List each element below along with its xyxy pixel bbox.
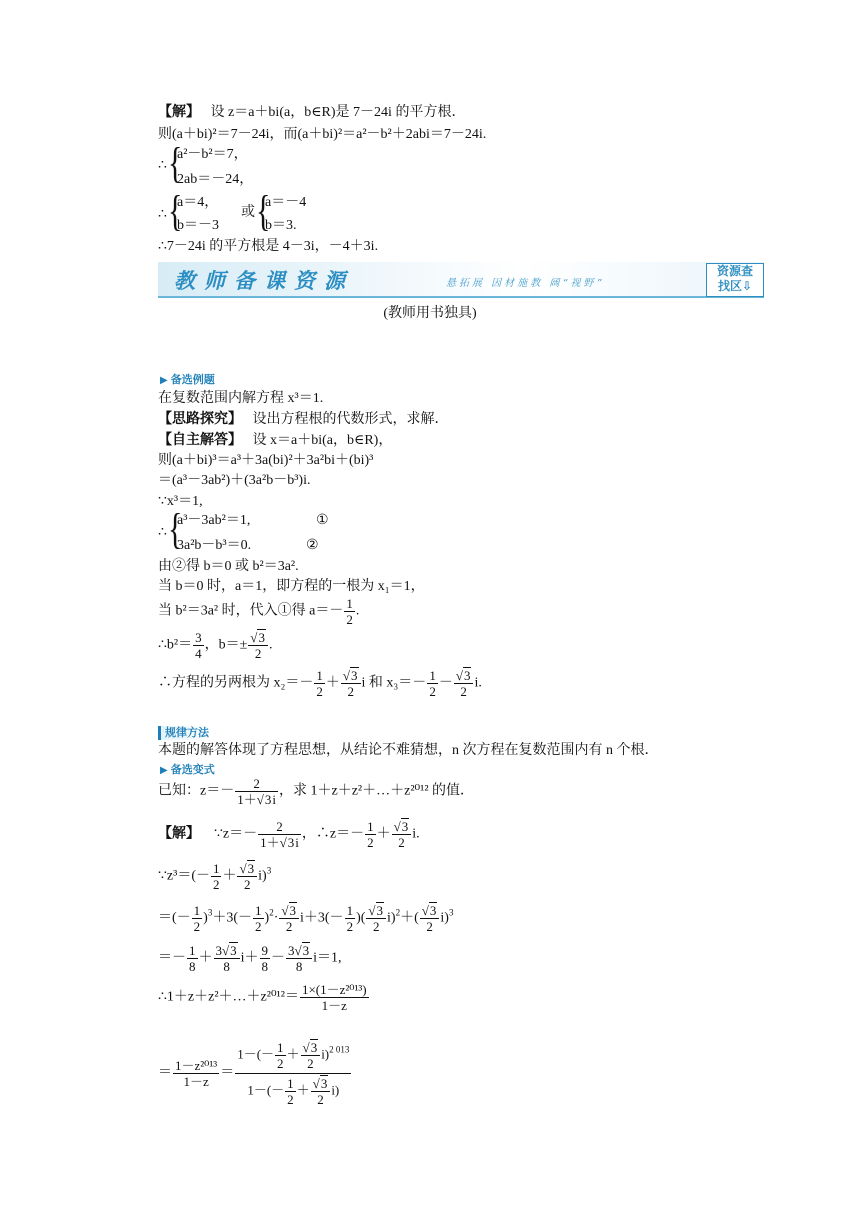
fraction bbox=[253, 903, 264, 934]
radicand: 3 bbox=[230, 943, 237, 958]
numerator bbox=[248, 630, 268, 646]
numerator bbox=[301, 1040, 321, 1056]
fraction bbox=[279, 903, 299, 934]
denominator: 2 bbox=[285, 919, 293, 934]
teacher-note: (教师用书独具) bbox=[383, 306, 477, 321]
denominator: 2 bbox=[287, 1092, 294, 1107]
denominator: 2 bbox=[307, 1056, 314, 1071]
radicand: 3 bbox=[463, 668, 471, 683]
s2: ∵z³＝(－ bbox=[158, 868, 210, 884]
variant-line-3: ＝(－ $\frac{1}{2}$ )$^3$＋3(－ $\frac{1}{2}$ )$^2$· $\frac{√3}{2}$ i＋3(－ $\frac{1}{2}$ )( $\frac{√3}{2}$ i)$^2$＋( $\frac{√3}{2}$ i)$^3$ bbox=[158, 903, 454, 934]
fraction bbox=[345, 903, 356, 934]
brace-4: { bbox=[168, 505, 183, 553]
numerator bbox=[392, 819, 412, 835]
fraction bbox=[300, 982, 369, 1013]
solve-label: 【自主解答】 bbox=[158, 433, 242, 448]
sqrt-icon: √ bbox=[281, 903, 289, 918]
sqrt-icon: √ bbox=[239, 861, 247, 876]
fraction bbox=[235, 776, 278, 807]
denominator: 8 bbox=[189, 959, 196, 974]
line6-text: 当 b²＝3a² 时，代入①得 a＝－ bbox=[158, 603, 344, 619]
denominator: 2 bbox=[346, 919, 354, 934]
radicand: 3 bbox=[401, 819, 409, 834]
compound-fraction bbox=[235, 1040, 351, 1107]
system1-eq2: 2ab＝－24， bbox=[177, 172, 254, 187]
resource-box-line1: 资源查 bbox=[716, 264, 753, 278]
numerator bbox=[311, 1076, 331, 1092]
example-line-1: 则(a＋bi)³＝a³＋3a(bi)²＋3a²bi＋(bi)³ bbox=[158, 453, 374, 468]
denominator: 2 bbox=[193, 919, 201, 934]
numerator: 1 bbox=[316, 668, 323, 683]
fraction bbox=[392, 819, 412, 850]
fraction bbox=[211, 861, 222, 892]
fraction bbox=[366, 903, 386, 934]
fraction bbox=[248, 630, 268, 661]
method-tag: 规律方法 bbox=[158, 726, 209, 740]
s1b: ，∴z＝－ bbox=[301, 826, 365, 842]
numerator: 1 bbox=[367, 819, 374, 834]
denominator bbox=[258, 835, 301, 850]
fraction bbox=[214, 943, 240, 974]
sqrt-icon: √ bbox=[312, 1076, 320, 1091]
denominator: 8 bbox=[295, 959, 303, 974]
denominator: 2 bbox=[347, 684, 354, 699]
fraction bbox=[192, 903, 203, 934]
therefore-1: ∴ bbox=[158, 158, 167, 173]
numerator bbox=[366, 903, 386, 919]
radicand: 3 bbox=[287, 835, 295, 850]
sqrt-icon: √ bbox=[393, 819, 401, 834]
s1c: i. bbox=[412, 826, 420, 842]
brace-2: { bbox=[168, 187, 183, 235]
denominator: 2 bbox=[429, 684, 436, 699]
fraction bbox=[454, 668, 474, 699]
fraction bbox=[275, 1040, 286, 1071]
fraction bbox=[311, 1076, 331, 1107]
circle-one: ① bbox=[316, 513, 329, 528]
denominator: 2 bbox=[372, 919, 380, 934]
example-line-7: ∴b²＝ $\frac{3}{4}$ ，b＝± $\frac{√3}{2}$ . bbox=[158, 630, 273, 661]
denominator: 1－(－ $\frac{1}{2}$ ＋ $\frac{√3}{2}$ i) bbox=[247, 1076, 340, 1107]
radicand: 3 bbox=[320, 1076, 328, 1091]
method-text: 本题的解答体现了方程思想，从结论不难猜想，n 次方程在复数范围内有 n 个根． bbox=[158, 743, 659, 758]
denom-part-b: i bbox=[272, 792, 276, 807]
problem-text-b: ，求 1＋z＋z²＋…＋z²⁰¹² 的值． bbox=[279, 783, 475, 799]
numerator: 1 bbox=[212, 861, 220, 876]
radicand: 3 bbox=[264, 792, 272, 807]
solve-text: 设 x＝a＋bi(a，b∈R)， bbox=[252, 433, 393, 448]
denominator: 2 bbox=[398, 835, 405, 850]
sqrt-icon: √ bbox=[279, 835, 287, 850]
fraction bbox=[260, 943, 271, 974]
denominator: 2 bbox=[346, 612, 353, 627]
variant-problem bbox=[158, 776, 474, 807]
variant-line-5 bbox=[158, 982, 370, 1013]
sqrt-icon: √ bbox=[294, 943, 302, 958]
s5: ∴1＋z＋z²＋…＋z²⁰¹²＝ bbox=[158, 989, 299, 1005]
system2a-eq2: b＝－3 bbox=[177, 218, 219, 233]
sqrt-icon: √ bbox=[421, 903, 429, 918]
example-line-5: 当 b＝0 时，a＝1，即方程的一根为 x₁＝1， bbox=[158, 579, 425, 594]
s3: ＝(－ bbox=[158, 910, 191, 926]
s1a: ∵z＝－ bbox=[214, 826, 258, 842]
example-line-8: ∴方程的另两根为 x₂＝－ $\frac{1}{2}$ ＋ $\frac{√3}{2}$ i 和 x₃＝－ $\frac{1}{2}$ － $\frac{√3}{2}$ i. bbox=[158, 668, 482, 699]
denominator: 2 bbox=[277, 1056, 284, 1071]
numerator: 1 bbox=[277, 1040, 284, 1055]
line8-text-b: i 和 x₃＝－ bbox=[361, 675, 427, 691]
sqrt-icon: √ bbox=[342, 668, 351, 683]
fraction bbox=[365, 819, 376, 850]
numerator bbox=[237, 861, 257, 877]
denominator: 2 bbox=[367, 835, 374, 850]
numerator bbox=[420, 903, 440, 919]
radicand: 3 bbox=[247, 861, 255, 876]
numerator: 1×(1－z²⁰¹³) bbox=[301, 982, 367, 997]
example-line-3: ∵x³＝1, bbox=[158, 494, 203, 509]
denominator: 2 bbox=[316, 684, 323, 699]
example-problem: 在复数范围内解方程 x³＝1. bbox=[158, 391, 324, 406]
s4: ＝－ bbox=[158, 950, 186, 966]
variant-line-2: ∵z³＝(－ $\frac{1}{2}$ ＋ $\frac{√3}{2}$ i)$^3$ bbox=[158, 861, 272, 892]
numerator: 1－(－ $\frac{1}{2}$ ＋ $\frac{√3}{2}$ i)$^{2 013}$ bbox=[235, 1040, 351, 1074]
example-system-eq2: 3a²b－b³＝0. bbox=[177, 538, 252, 553]
denom-part-b: i bbox=[295, 835, 299, 850]
example-system-eq1: a³－3ab²＝1, bbox=[177, 513, 251, 528]
problem-text-a: 已知：z＝－ bbox=[158, 783, 235, 799]
denominator: 4 bbox=[195, 646, 202, 661]
fraction bbox=[285, 1076, 296, 1107]
or-text: 或 bbox=[241, 205, 255, 220]
s6: ＝ bbox=[158, 1065, 172, 1081]
line8-text-c: i. bbox=[474, 675, 482, 691]
variant-line-4: ＝－ $\frac{1}{8}$ ＋ $\frac{3√3}{8}$ i＋ $\frac{9}{8}$ － $\frac{3√3}{8}$ i＝1, bbox=[158, 943, 342, 974]
fraction bbox=[237, 861, 257, 892]
fraction bbox=[286, 943, 312, 974]
denominator: 2 bbox=[426, 919, 433, 934]
denominator: 2 bbox=[254, 646, 262, 661]
solve-line bbox=[158, 432, 392, 450]
numerator bbox=[341, 668, 361, 684]
triangle-icon: ▶ bbox=[160, 765, 168, 776]
system1-eq1: a²－b²＝7， bbox=[177, 147, 248, 162]
radicand: 3 bbox=[302, 943, 310, 958]
numerator: 9 bbox=[261, 943, 269, 958]
fraction bbox=[344, 596, 355, 627]
variant-tag bbox=[158, 763, 215, 777]
solution-text-1: 设 z＝a＋bi(a，b∈R)是 7－24i 的平方根． bbox=[210, 105, 466, 120]
numerator: 3√3 bbox=[286, 943, 312, 959]
denominator bbox=[235, 792, 278, 807]
system2b-eq2: b＝3. bbox=[265, 218, 297, 233]
circle-two: ② bbox=[306, 538, 319, 553]
numerator: 1 bbox=[193, 903, 201, 918]
denominator: 2 bbox=[317, 1092, 324, 1107]
line8-text: ∴方程的另两根为 x₂＝－ bbox=[158, 675, 314, 691]
fraction bbox=[427, 668, 438, 699]
numerator: 1 bbox=[189, 943, 196, 958]
denom-part-a: 1＋ bbox=[237, 792, 257, 807]
resource-box-line2: 找区⇩ bbox=[717, 279, 753, 293]
sqrt-icon: √ bbox=[256, 792, 264, 807]
fraction bbox=[193, 630, 204, 661]
denominator: 1－z bbox=[321, 998, 347, 1013]
radicand: 3 bbox=[289, 903, 296, 918]
sqrt-icon: √ bbox=[222, 943, 230, 958]
denominator: 2 bbox=[244, 877, 251, 892]
radicand: 3 bbox=[429, 903, 437, 918]
idea-label: 【思路探究】 bbox=[158, 412, 242, 427]
therefore-2: ∴ bbox=[158, 207, 167, 222]
fraction bbox=[173, 1058, 219, 1089]
variant-line-1: 【解】 ∵z＝－ $\frac{2}{1+√3i}$ ，∴z＝－ $\frac{1}{2}$ ＋ $\frac{√3}{2}$ i. bbox=[158, 819, 420, 850]
sqrt-icon: √ bbox=[368, 903, 376, 918]
fraction bbox=[420, 903, 440, 934]
numerator: 2 bbox=[258, 819, 301, 835]
sqrt-icon: √ bbox=[250, 630, 258, 645]
fraction bbox=[314, 668, 325, 699]
triangle-icon: ▶ bbox=[160, 375, 168, 386]
example-tag bbox=[158, 373, 215, 387]
system2a-eq1: a＝4， bbox=[177, 195, 219, 210]
denominator: 8 bbox=[261, 959, 269, 974]
denom-part-a: 1＋ bbox=[260, 835, 280, 850]
brace-1: { bbox=[168, 139, 183, 187]
denominator: 2 bbox=[460, 684, 467, 699]
sqrt-icon: √ bbox=[302, 1040, 310, 1055]
numerator: 3√3 bbox=[214, 943, 240, 959]
fraction bbox=[341, 668, 361, 699]
therefore-3: ∴ bbox=[158, 525, 167, 540]
numerator: 1 bbox=[346, 596, 353, 611]
numerator: 1 bbox=[429, 668, 436, 683]
line7-text-b: ，b＝± bbox=[204, 637, 248, 653]
fraction bbox=[258, 819, 301, 850]
denominator: 2 bbox=[212, 877, 220, 892]
brace-3: { bbox=[256, 187, 271, 235]
numerator: 1 bbox=[287, 1076, 294, 1091]
sqrt-icon: √ bbox=[455, 668, 463, 683]
idea-text: 设出方程根的代数形式，求解． bbox=[252, 412, 449, 427]
solution-label: 【解】 bbox=[158, 105, 200, 120]
idea-line bbox=[158, 411, 449, 429]
radicand: 3 bbox=[258, 630, 265, 645]
fraction bbox=[301, 1040, 321, 1071]
example-line-2: ＝(a³－3ab²)＋(3a²b－b³)i. bbox=[158, 473, 311, 488]
numerator: 1 bbox=[346, 903, 354, 918]
variant-solution-label: 【解】 bbox=[158, 826, 200, 842]
radicand: 3 bbox=[351, 668, 358, 683]
resource-lookup-button[interactable] bbox=[706, 263, 764, 297]
numerator bbox=[279, 903, 299, 919]
example-tag-label: 备选例题 bbox=[170, 373, 215, 386]
numerator: 2 bbox=[235, 776, 278, 792]
numerator bbox=[454, 668, 474, 684]
banner-subtitle: 悬拓展 因材施教 阔“视野” bbox=[446, 278, 605, 289]
solution-line-1 bbox=[158, 104, 465, 122]
radicand: 3 bbox=[310, 1040, 318, 1055]
fraction bbox=[187, 943, 198, 974]
denominator: 1－z bbox=[183, 1074, 209, 1089]
numerator: 1－z²⁰¹³ bbox=[175, 1058, 218, 1073]
solution-conclusion: ∴7－24i 的平方根是 4－3i，－4＋3i. bbox=[158, 239, 379, 254]
denominator: 2 bbox=[255, 919, 262, 934]
teacher-resource-banner bbox=[158, 262, 764, 298]
example-line-6: 当 b²＝3a² 时，代入①得 a＝－ $\frac{1}{2}$ . bbox=[158, 596, 360, 627]
variant-tag-label: 备选变式 bbox=[170, 763, 215, 776]
line7-text: ∴b²＝ bbox=[158, 637, 193, 653]
banner-title: 教师备课资源 bbox=[174, 269, 354, 293]
numerator: 1 bbox=[255, 903, 262, 918]
radicand: 3 bbox=[376, 903, 384, 918]
numerator: 3 bbox=[195, 630, 202, 645]
solution-line-2: 则(a＋bi)²＝7－24i，而(a＋bi)²＝a²－b²＋2abi＝7－24i. bbox=[158, 127, 487, 142]
denominator: 8 bbox=[223, 959, 230, 974]
example-line-4: 由②得 b＝0 或 b²＝3a². bbox=[158, 559, 299, 574]
variant-line-6: ＝ $\frac{\text{1－z²⁰¹³}}{1-z}$ ＝ 1－(－ $\frac{1}{2}$ ＋ $\frac{√3}{2}$ i)$^{2 013}$ 1－(－ $\frac{1}{2}$ ＋ $\frac{√3}{2}$ i) bbox=[158, 1040, 350, 1107]
system2b-eq1: a＝－4 bbox=[265, 195, 307, 210]
